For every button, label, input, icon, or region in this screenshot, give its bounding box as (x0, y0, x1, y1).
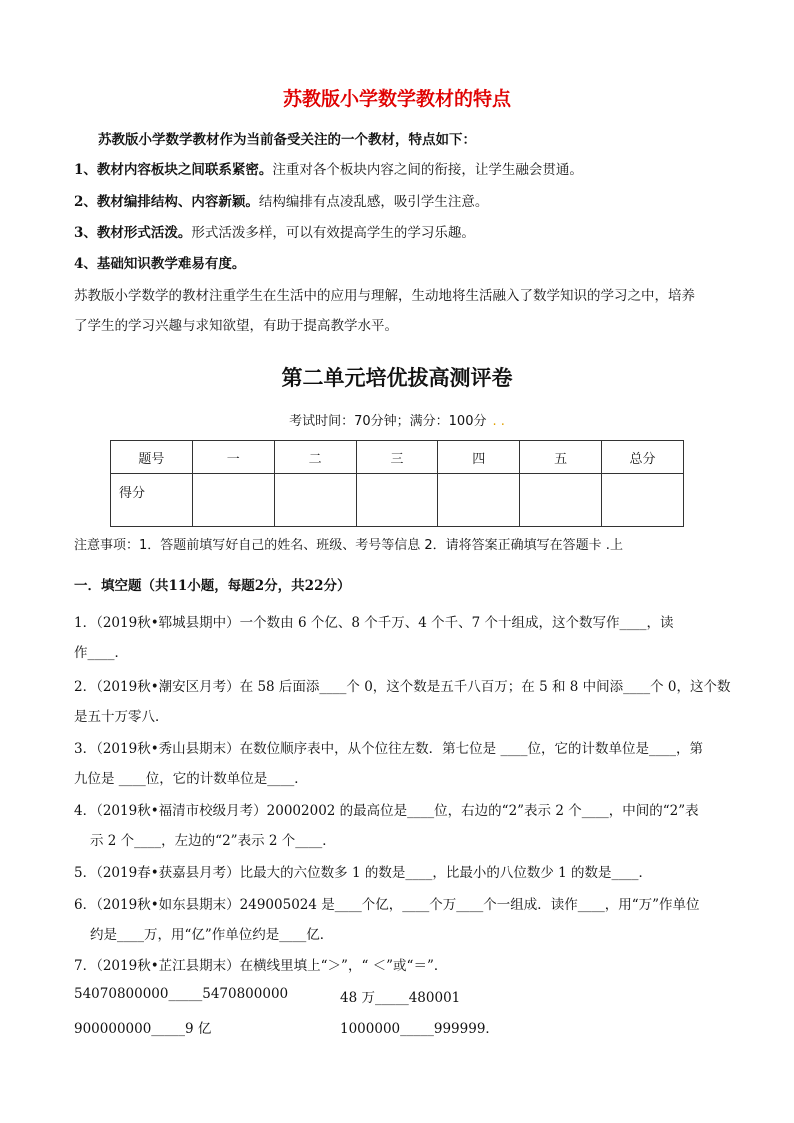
article-title: 苏教版小学数学教材的特点 (282, 88, 511, 110)
score-cell (438, 474, 520, 527)
score-table-header: 一 (192, 441, 274, 474)
feature-point-1-heading: 1、教材内容板块之间联系紧密。 (74, 162, 273, 178)
score-table-header: 五 (520, 441, 602, 474)
question-2-line-1: 2．（2019秋•潮安区月考）在 58 后面添____个 0，这个数是五千八百万；在 5 和 8 中间添____个 0，这个数 (74, 679, 731, 695)
question-7-item-2: 48 万_____480001 (340, 990, 461, 1006)
question-4-line-2: 示 2 个____，左边的“2”表示 2 个____． (90, 833, 336, 849)
score-table-header: 四 (438, 441, 520, 474)
feature-point-3-heading: 3、教材形式活泼。 (74, 225, 192, 241)
score-row-label: 得分 (111, 474, 193, 527)
score-cell (602, 474, 684, 527)
feature-point-4 (74, 252, 245, 272)
notice-text: 注意事项：1．答题前填写好自己的姓名、班级、考号等信息 2．请将答案正确填写在答题卡 .上 (74, 538, 623, 553)
exam-title: 第二单元培优拔高测评卷 (281, 366, 513, 390)
question-1-line-1: 1．（2019秋•郓城县期中）一个数由 6 个亿、8 个千万、4 个千、7 个十组成，这个数写作____，读 (74, 615, 674, 631)
question-7-item-4: 1000000_____999999． (340, 1021, 499, 1037)
feature-point-2 (74, 190, 488, 210)
score-table-score-row (111, 474, 684, 527)
question-6-line-2: 约是____万，用“亿”作单位约是____亿． (90, 927, 334, 943)
question-4-line-1: 4．（2019秋•福清市校级月考）20002002 的最高位是____位，右边的“2”表示 2 个____，中间的“2”表 (74, 803, 699, 819)
score-table-header: 题号 (111, 441, 193, 474)
score-table (110, 440, 684, 527)
question-7-item-3: 900000000_____9 亿 (74, 1021, 212, 1037)
intro-text: 苏教版小学数学教材作为当前备受关注的一个教材，特点如下： (98, 132, 476, 148)
score-cell (192, 474, 274, 527)
section-1-title: 一．填空题（共11小题，每题2分，共22分） (74, 578, 351, 594)
feature-point-2-text: 结构编排有点凌乱感，吸引学生注意。 (258, 194, 489, 210)
feature-point-1-text: 注重对各个板块内容之间的衔接，让学生融会贯通。 (272, 162, 583, 178)
score-table-header: 二 (274, 441, 356, 474)
score-cell (274, 474, 356, 527)
exam-time-score: 考试时间：70分钟；满分：100分 (289, 414, 487, 429)
exam-subtitle (0, 410, 794, 429)
summary-line-1: 苏教版小学数学的教材注重学生在生活中的应用与理解，生动地将生活融入了数学知识的学习之中，培养 (74, 288, 695, 304)
score-cell (356, 474, 438, 527)
score-table-header: 总分 (602, 441, 684, 474)
question-3-line-2: 九位是 ____位，它的计数单位是____． (74, 771, 308, 787)
question-1-line-2: 作____． (74, 645, 128, 661)
question-7-item-1: 54070800000_____5470800000 (74, 986, 289, 1002)
feature-point-4-heading: 4、基础知识教学难易有度。 (74, 256, 246, 272)
question-7: 7．（2019秋•芷江县期末）在横线里填上“＞”，“ ＜”或“＝”． (74, 958, 448, 974)
feature-point-3-text: 形式活泼多样，可以有效提高学生的学习乐趣。 (191, 225, 475, 241)
feature-point-2-heading: 2、教材编排结构、内容新颖。 (74, 194, 259, 210)
feature-point-1 (74, 158, 583, 178)
score-cell (520, 474, 602, 527)
question-3-line-1: 3．（2019秋•秀山县期末）在数位顺序表中，从个位往左数．第七位是 ____位，它的计数单位是____，第 (74, 741, 703, 757)
score-table-header: 三 (356, 441, 438, 474)
feature-point-3 (74, 221, 475, 241)
subtitle-dots: . . (492, 414, 505, 429)
question-2-line-2: 是五十万零八． (74, 709, 169, 725)
summary-line-2: 了学生的学习兴趣与求知欲望，有助于提高教学水平。 (74, 318, 398, 334)
question-6-line-1: 6．（2019秋•如东县期末）249005024 是____个亿，____个万____个一组成．读作____，用“万”作单位 (74, 897, 700, 913)
question-5: 5．（2019春•获嘉县月考）比最大的六位数多 1 的数是____，比最小的八位数少 1 的数是____． (74, 865, 653, 881)
score-table-header-row (111, 441, 684, 474)
